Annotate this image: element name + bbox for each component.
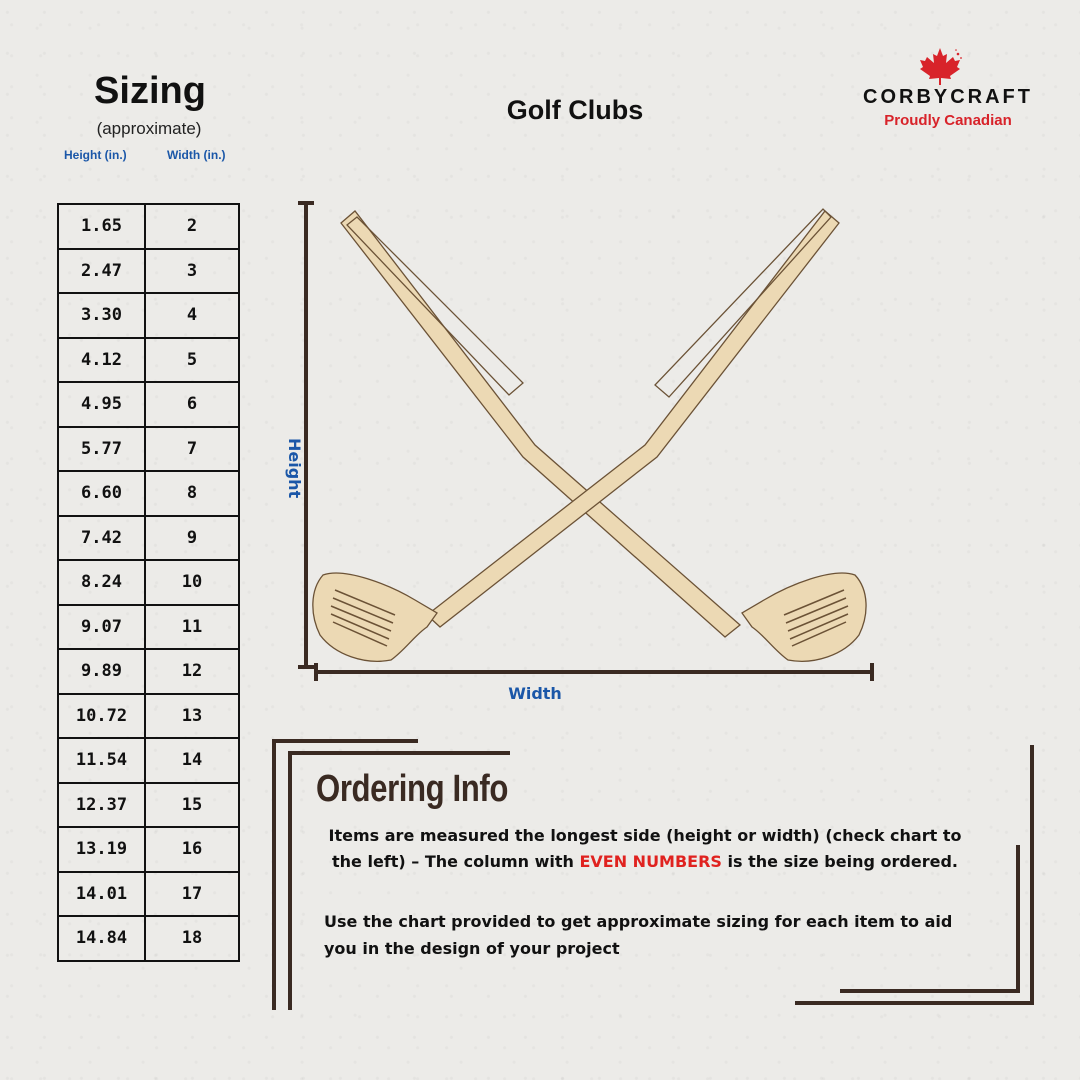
size-row — [58, 471, 239, 516]
width-cell: 12 — [145, 649, 239, 694]
height-cell: 14.84 — [58, 916, 145, 961]
size-row — [58, 916, 239, 961]
ordering-paragraph-2: Use the chart provided to get approximate sizing for each item to aid you in the design of your project — [324, 912, 953, 958]
width-cell: 18 — [145, 916, 239, 961]
brand-name: CORBYCRAFT — [863, 86, 1033, 108]
ordering-heading: Ordering Info — [316, 768, 509, 810]
height-cell: 13.19 — [58, 827, 145, 872]
size-row — [58, 827, 239, 872]
club-head-left — [313, 573, 437, 661]
height-cell: 14.01 — [58, 872, 145, 917]
size-row — [58, 649, 239, 694]
height-cell: 4.12 — [58, 338, 145, 383]
width-cell: 11 — [145, 605, 239, 650]
sizing-subtitle: (approximate) — [96, 119, 202, 138]
width-axis-label: Width — [508, 684, 562, 703]
width-cell: 5 — [145, 338, 239, 383]
size-row — [58, 605, 239, 650]
width-cell: 6 — [145, 382, 239, 427]
ordering-paragraph-1 — [320, 823, 970, 875]
width-cell: 8 — [145, 471, 239, 516]
height-column-header: Height (in.) — [64, 148, 127, 162]
size-row — [58, 293, 239, 338]
size-row — [58, 516, 239, 561]
size-row — [58, 338, 239, 383]
width-cell: 7 — [145, 427, 239, 472]
ordering-text: Items are measured the longest side (height or width) (check chart to the left) – The column with — [328, 826, 962, 871]
height-cell: 1.65 — [58, 204, 145, 249]
golf-clubs-icon — [295, 195, 885, 690]
height-cell: 10.72 — [58, 694, 145, 739]
brand-tagline: Proudly Canadian — [884, 112, 1012, 129]
club-shaft-right — [427, 209, 839, 627]
maple-leaf-icon — [918, 46, 962, 86]
height-cell: 2.47 — [58, 249, 145, 294]
width-cell: 14 — [145, 738, 239, 783]
size-row — [58, 560, 239, 605]
size-row — [58, 427, 239, 472]
sizing-title: Sizing — [94, 70, 206, 112]
height-cell: 9.89 — [58, 649, 145, 694]
height-cell: 5.77 — [58, 427, 145, 472]
width-cell: 15 — [145, 783, 239, 828]
width-cell: 9 — [145, 516, 239, 561]
size-row — [58, 783, 239, 828]
width-cell: 4 — [145, 293, 239, 338]
size-row — [58, 738, 239, 783]
height-cell: 8.24 — [58, 560, 145, 605]
height-cell: 4.95 — [58, 382, 145, 427]
width-cell: 3 — [145, 249, 239, 294]
width-cell: 10 — [145, 560, 239, 605]
size-row — [58, 872, 239, 917]
size-row — [58, 249, 239, 294]
size-row — [58, 382, 239, 427]
size-table — [57, 203, 240, 962]
height-cell: 6.60 — [58, 471, 145, 516]
width-cell: 13 — [145, 694, 239, 739]
size-row — [58, 204, 239, 249]
ordering-text-end: is the size being ordered. — [721, 852, 958, 871]
height-cell: 12.37 — [58, 783, 145, 828]
height-cell: 7.42 — [58, 516, 145, 561]
product-title: Golf Clubs — [506, 95, 644, 125]
height-axis-label: Height — [285, 438, 304, 499]
width-column-header: Width (in.) — [167, 148, 226, 162]
width-cell: 16 — [145, 827, 239, 872]
club-head-right — [742, 573, 866, 661]
width-cell: 2 — [145, 204, 239, 249]
height-cell: 11.54 — [58, 738, 145, 783]
even-numbers-highlight: EVEN NUMBERS — [579, 852, 722, 871]
width-cell: 17 — [145, 872, 239, 917]
height-cell: 3.30 — [58, 293, 145, 338]
size-row — [58, 694, 239, 739]
height-cell: 9.07 — [58, 605, 145, 650]
